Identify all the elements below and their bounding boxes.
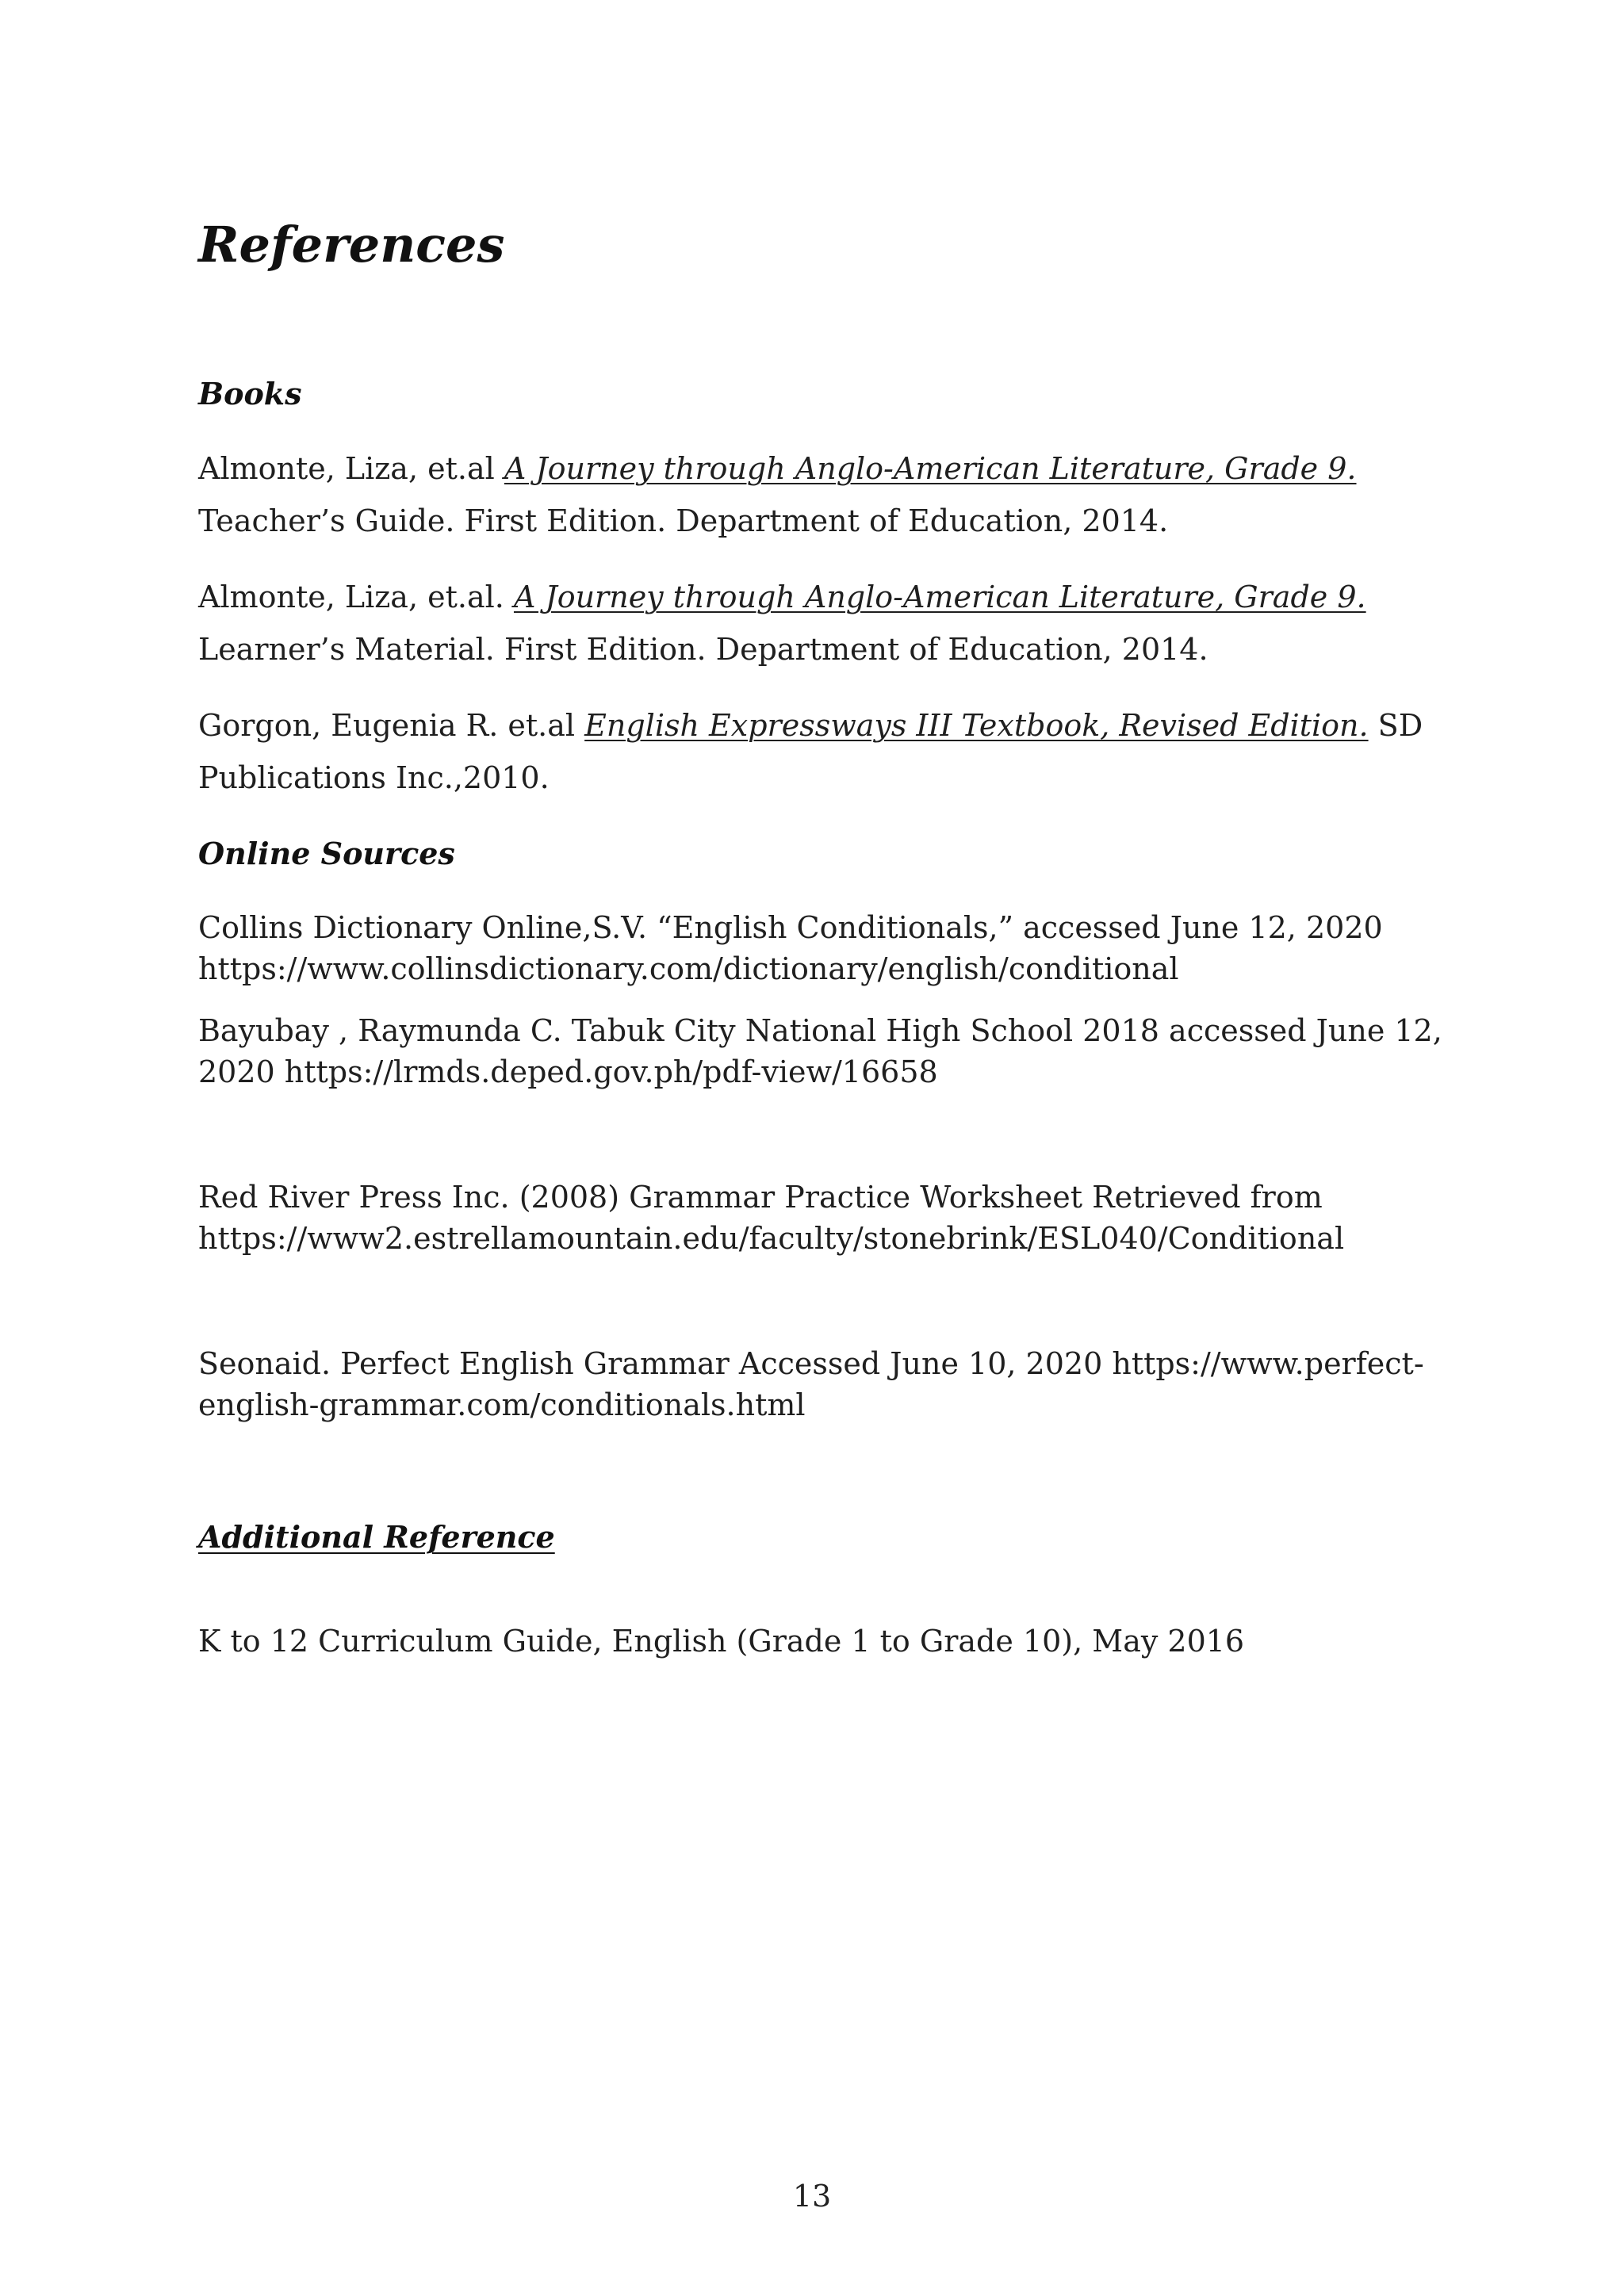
reference-authors: Almonte, Liza, et.al bbox=[198, 451, 495, 486]
reference-citation: Seonaid. Perfect English Grammar Accessed June 10, 2020 https://www.perfect- bbox=[198, 1346, 1424, 1381]
additional-reference bbox=[198, 1621, 1435, 1662]
book-reference bbox=[198, 699, 1435, 804]
online-reference bbox=[198, 1177, 1435, 1259]
reference-line bbox=[198, 442, 1435, 495]
additional-reference-heading: Additional Reference bbox=[198, 1519, 555, 1555]
book-reference bbox=[198, 442, 1435, 547]
reference-citation: Bayubay , Raymunda C. Tabuk City National High School 2018 accessed June 12, bbox=[198, 1013, 1442, 1048]
reference-title: English Expressways III Textbook, Revised Edition. bbox=[584, 708, 1369, 743]
reference-url: https://www2.estrellamountain.edu/faculty/stonebrink/ESL040/Conditional bbox=[198, 1221, 1345, 1256]
reference-citation: K to 12 Curriculum Guide, English (Grade 1 to Grade 10), May 2016 bbox=[198, 1624, 1245, 1659]
reference-authors: Almonte, Liza, et.al. bbox=[198, 580, 504, 614]
reference-details: Publications Inc.,2010. bbox=[198, 760, 550, 795]
reference-title: A Journey through Anglo-American Literature, Grade 9. bbox=[513, 580, 1366, 614]
reference-citation: Red River Press Inc. (2008) Grammar Practice Worksheet Retrieved from bbox=[198, 1180, 1323, 1215]
reference-details: Learner’s Material. First Edition. Department of Education, 2014. bbox=[198, 632, 1208, 667]
online-sources-heading: Online Sources bbox=[198, 836, 455, 871]
reference-details: Teacher’s Guide. First Edition. Department of Education, 2014. bbox=[198, 503, 1169, 538]
book-reference bbox=[198, 571, 1435, 675]
reference-citation: Collins Dictionary Online,S.V. “English Conditionals,” accessed June 12, 2020 bbox=[198, 910, 1383, 945]
reference-url: https://www.collinsdictionary.com/dictionary/english/conditional bbox=[198, 951, 1179, 986]
page-title: References bbox=[198, 216, 505, 274]
books-heading: Books bbox=[198, 376, 302, 411]
reference-line bbox=[198, 571, 1435, 623]
reference-publisher: SD bbox=[1377, 708, 1423, 743]
page-number: 13 bbox=[792, 2179, 832, 2214]
online-reference bbox=[198, 907, 1435, 989]
reference-line bbox=[198, 699, 1435, 752]
reference-url: 2020 https://lrmds.deped.gov.ph/pdf-view/16658 bbox=[198, 1054, 938, 1089]
reference-title: A Journey through Anglo-American Literature, Grade 9. bbox=[504, 451, 1357, 486]
online-reference bbox=[198, 1343, 1435, 1425]
online-reference bbox=[198, 1010, 1442, 1093]
reference-url: english-grammar.com/conditionals.html bbox=[198, 1387, 806, 1422]
reference-authors: Gorgon, Eugenia R. et.al bbox=[198, 708, 576, 743]
